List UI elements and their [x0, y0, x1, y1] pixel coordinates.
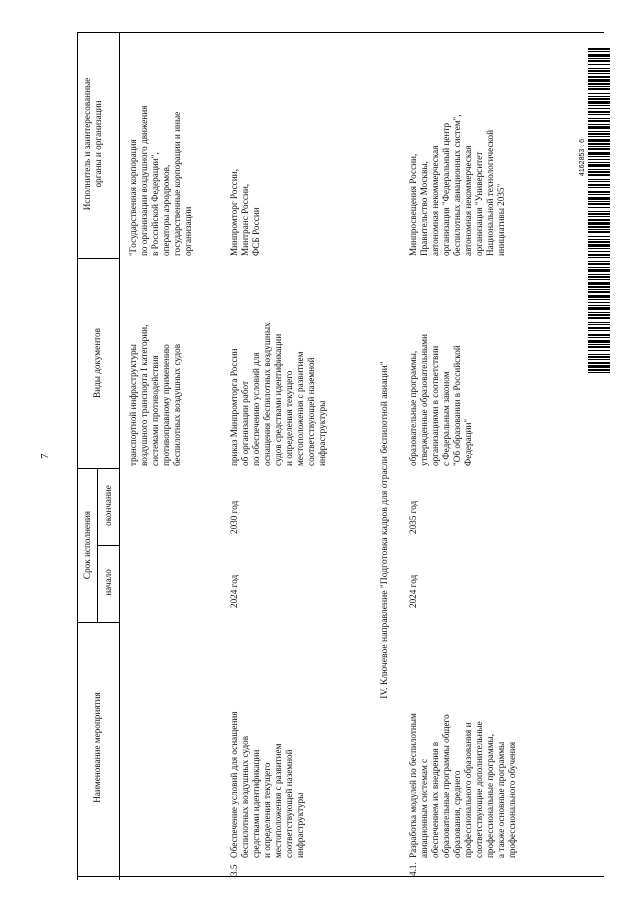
barcode-bar [588, 187, 610, 188]
barcode-bar [588, 60, 610, 62]
barcode-bar [588, 312, 610, 313]
barcode-bar [588, 111, 610, 113]
barcode-bar [588, 276, 610, 278]
barcode-bar [588, 257, 610, 258]
barcode-bar [588, 324, 610, 325]
barcode-bar [588, 143, 610, 145]
header-executors: Исполнитель и заинтересованные органы и организации [82, 77, 103, 211]
barcode-bar [588, 241, 610, 243]
barcode-bar [588, 263, 610, 265]
barcode-bar [588, 279, 610, 280]
barcode-bar [588, 307, 610, 310]
barcode-bar [588, 337, 610, 338]
header-start: начало [103, 569, 113, 596]
barcode-bar [588, 359, 610, 360]
barcode-number: 4162853 . 6 [579, 139, 586, 176]
barcode-bar [588, 369, 610, 371]
barcode-bar [588, 244, 610, 247]
barcode-bar [588, 58, 610, 59]
barcode-bar [588, 317, 610, 319]
row-4-1-number: 4.1. [408, 862, 418, 876]
barcode-bar [588, 330, 610, 331]
barcode-bar [588, 101, 610, 104]
barcode-bar [588, 222, 610, 225]
barcode-bar [588, 356, 610, 358]
barcode-bar [588, 114, 610, 115]
barcode-bar [588, 282, 610, 285]
row-4-1-docs: образовательные программы, утвержденные образовательными организациями в соответствии с Федеральным законом "Об образовании в Российской Федерации" [408, 334, 473, 466]
continuation-executors: "Государственная корпорация по организации воздушного движения в Российской Федерации", операторы аэродромов, государственные корпорации и иные организации [128, 105, 193, 256]
barcode-bar [588, 201, 610, 202]
barcode-bar [588, 98, 610, 100]
barcode-bar [588, 136, 610, 137]
row-3-5-start: 2024 год [229, 574, 239, 608]
row-3-5-executors: Минпромторг России, Минтранс России, ФСБ России [229, 169, 261, 256]
barcode-bar [588, 181, 610, 182]
barcode-bar [588, 51, 610, 52]
barcode-bar [588, 267, 610, 268]
header-left-rule [77, 32, 78, 880]
barcode-bar [588, 344, 610, 345]
continuation-docs: транспортной инфраструктуры воздушного транспорта I категории, системами противодействия противоправному применению беспилотных воздушных судов [128, 324, 182, 466]
barcode-bar [588, 239, 610, 240]
row-4-1-end: 2035 год [408, 500, 418, 534]
barcode-bar [588, 88, 610, 90]
barcode-bar [588, 327, 610, 329]
barcode-bar [588, 126, 610, 129]
barcode-bar [588, 213, 610, 215]
header-docs: Виды документов [92, 328, 102, 398]
col-sep-docs-executors [77, 258, 119, 259]
barcode-bar [588, 133, 610, 135]
page-number: 7 [39, 453, 51, 459]
barcode-bar [588, 174, 610, 176]
barcode-bar [588, 64, 610, 65]
barcode-bar [588, 261, 610, 262]
barcode-bar [588, 79, 610, 82]
barcode-bar [588, 118, 610, 119]
barcode-bar [588, 70, 610, 72]
header-period: Срок исполнения [82, 510, 92, 580]
row-4-1-start: 2024 год [408, 574, 418, 608]
row-4-1-executors: Минпросвещения России, Правительство Москвы, автономная некоммерческая организация "Федеральный центр беспилотных авиационных систем", автономная некоммерческая организация "Университет Национальной технологической инициативы 2035" [408, 114, 506, 256]
barcode-bar [588, 346, 610, 348]
col-sep-name-period [77, 622, 119, 623]
barcode-bar [588, 365, 610, 368]
barcode-bar [588, 86, 610, 87]
barcode-bar [588, 226, 610, 228]
barcode-bar [588, 269, 610, 272]
barcode-bar [588, 83, 610, 85]
barcode-bar [588, 305, 610, 306]
barcode-bar [588, 216, 610, 217]
barcode-bar [588, 164, 610, 167]
barcode-bar [588, 229, 610, 230]
barcode [588, 48, 610, 374]
barcode-bar [588, 211, 610, 212]
barcode-bar [588, 184, 610, 186]
barcode-bar [588, 159, 610, 160]
barcode-bar [588, 108, 610, 109]
barcode-bar [588, 96, 610, 97]
barcode-bar [588, 120, 610, 122]
row-3-5-number: 3.5 [229, 864, 239, 876]
barcode-bar [588, 169, 610, 170]
barcode-bar [588, 197, 610, 200]
barcode-bar [588, 148, 610, 150]
barcode-bar [588, 191, 610, 193]
barcode-bar [588, 231, 610, 233]
row-4-1-name: Разработка модулей по беспилотным авиационным системам с обеспечением их внедрения в образовательные программы общего образования, среднего профессионального образования и соответствующие дополнительные профессиональные программы, а также основные программы профессионального обучения [408, 713, 517, 858]
table-top-rule [77, 32, 604, 33]
barcode-bar [588, 322, 610, 323]
barcode-bar [588, 248, 610, 249]
barcode-bar [588, 152, 610, 155]
barcode-bar [588, 350, 610, 351]
barcode-bar [588, 251, 610, 252]
header-bottom-rule [77, 876, 604, 877]
barcode-bar [588, 289, 610, 290]
barcode-bar [588, 340, 610, 343]
barcode-bar [588, 372, 610, 373]
barcode-bar [588, 146, 610, 147]
barcode-bar [588, 179, 610, 180]
barcode-bar [588, 207, 610, 208]
barcode-bar [588, 124, 610, 125]
header-end: окончание [103, 485, 113, 526]
section-iv-heading: IV. Ключевое направление "Подготовка кадров для отрасли беспилотной авиации" [379, 361, 390, 699]
header-name: Наименование мероприятия [92, 692, 102, 803]
barcode-bar [588, 76, 610, 78]
barcode-bar [588, 93, 610, 94]
barcode-bar [588, 362, 610, 364]
barcode-bar [588, 68, 610, 69]
barcode-bar [588, 219, 610, 221]
barcode-bar [588, 299, 610, 300]
barcode-bar [588, 302, 610, 303]
barcode-bar [588, 295, 610, 298]
barcode-bar [588, 334, 610, 336]
row-3-5-end: 2030 год [229, 500, 239, 534]
header-right-rule [119, 32, 120, 880]
barcode-bar [588, 105, 610, 106]
barcode-bar [588, 194, 610, 195]
barcode-bar [588, 48, 610, 50]
barcode-bar [588, 291, 610, 293]
barcode-bar [588, 236, 610, 237]
barcode-bar [588, 171, 610, 173]
barcode-bar [588, 254, 610, 256]
barcode-bar [588, 54, 610, 57]
barcode-bar [588, 73, 610, 74]
barcode-bar [588, 156, 610, 157]
barcode-bar [588, 162, 610, 163]
barcode-bar [588, 131, 610, 132]
barcode-bar [588, 314, 610, 316]
barcode-bar [588, 139, 610, 142]
barcode-bar [588, 354, 610, 355]
barcode-bar [588, 203, 610, 205]
barcode-bar [588, 274, 610, 275]
barcode-bar [588, 286, 610, 288]
row-3-5-name: Обеспечение условий для оснащения беспилотных воздушных судов средствами идентификации и определения текущего местоположения с развитием соответствующей наземной инфраструктуры [229, 711, 305, 858]
row-3-5-docs: приказ Минпромторга России об организации работ по обеспечению условий для оснащения беспилотных воздушных судов средствами идентификации и определения текущего местоположения с развитием соответствующей наземной инфраструктуры [229, 322, 327, 466]
